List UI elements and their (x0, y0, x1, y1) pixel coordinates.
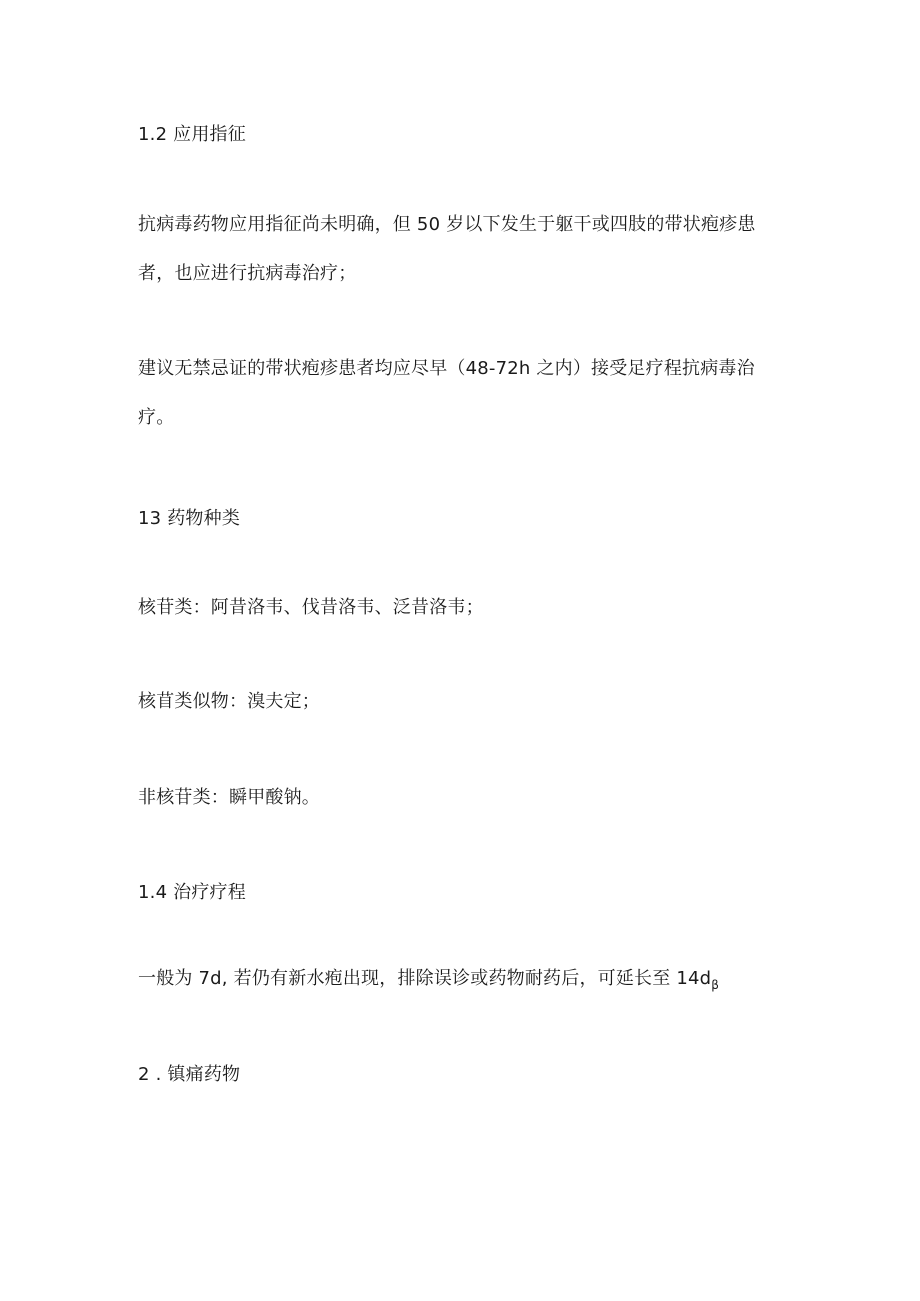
drug-class-nucleoside: 核苷类：阿昔洛韦、伐昔洛韦、泛昔洛韦； (138, 597, 484, 618)
section-heading-1-2: 1.2 应用指征 (138, 124, 246, 145)
treatment-course-text (138, 966, 719, 998)
paragraph-recommendation-line-1: 建议无禁忌证的带状疱疹患者均应尽早（48-72h 之内）接受足疗程抗病毒治 (138, 358, 755, 379)
paragraph-recommendation-line-2: 疗。 (138, 407, 175, 428)
treatment-course-suffix: β (711, 978, 720, 992)
paragraph-indication-line-2: 者，也应进行抗病毒治疗； (138, 263, 357, 284)
drug-class-nucleoside-analogue: 核苜类似物：溴夫定； (138, 691, 320, 712)
section-heading-2: 2 . 镇痛药物 (138, 1064, 241, 1085)
drug-class-non-nucleoside: 非核苷类：瞬甲酸钠。 (138, 787, 320, 808)
section-heading-1-3: 13 药物种类 (138, 508, 241, 529)
paragraph-indication-line-1: 抗病毒药物应用指征尚未明确，但 50 岁以下发生于躯干或四肢的带状疱疹患 (138, 214, 756, 235)
section-heading-1-4: 1.4 治疗疗程 (138, 882, 246, 903)
treatment-course-main: 一般为 7d, 若仍有新水疱出现，排除误诊或药物耐药后，可延长至 14d (138, 968, 712, 989)
